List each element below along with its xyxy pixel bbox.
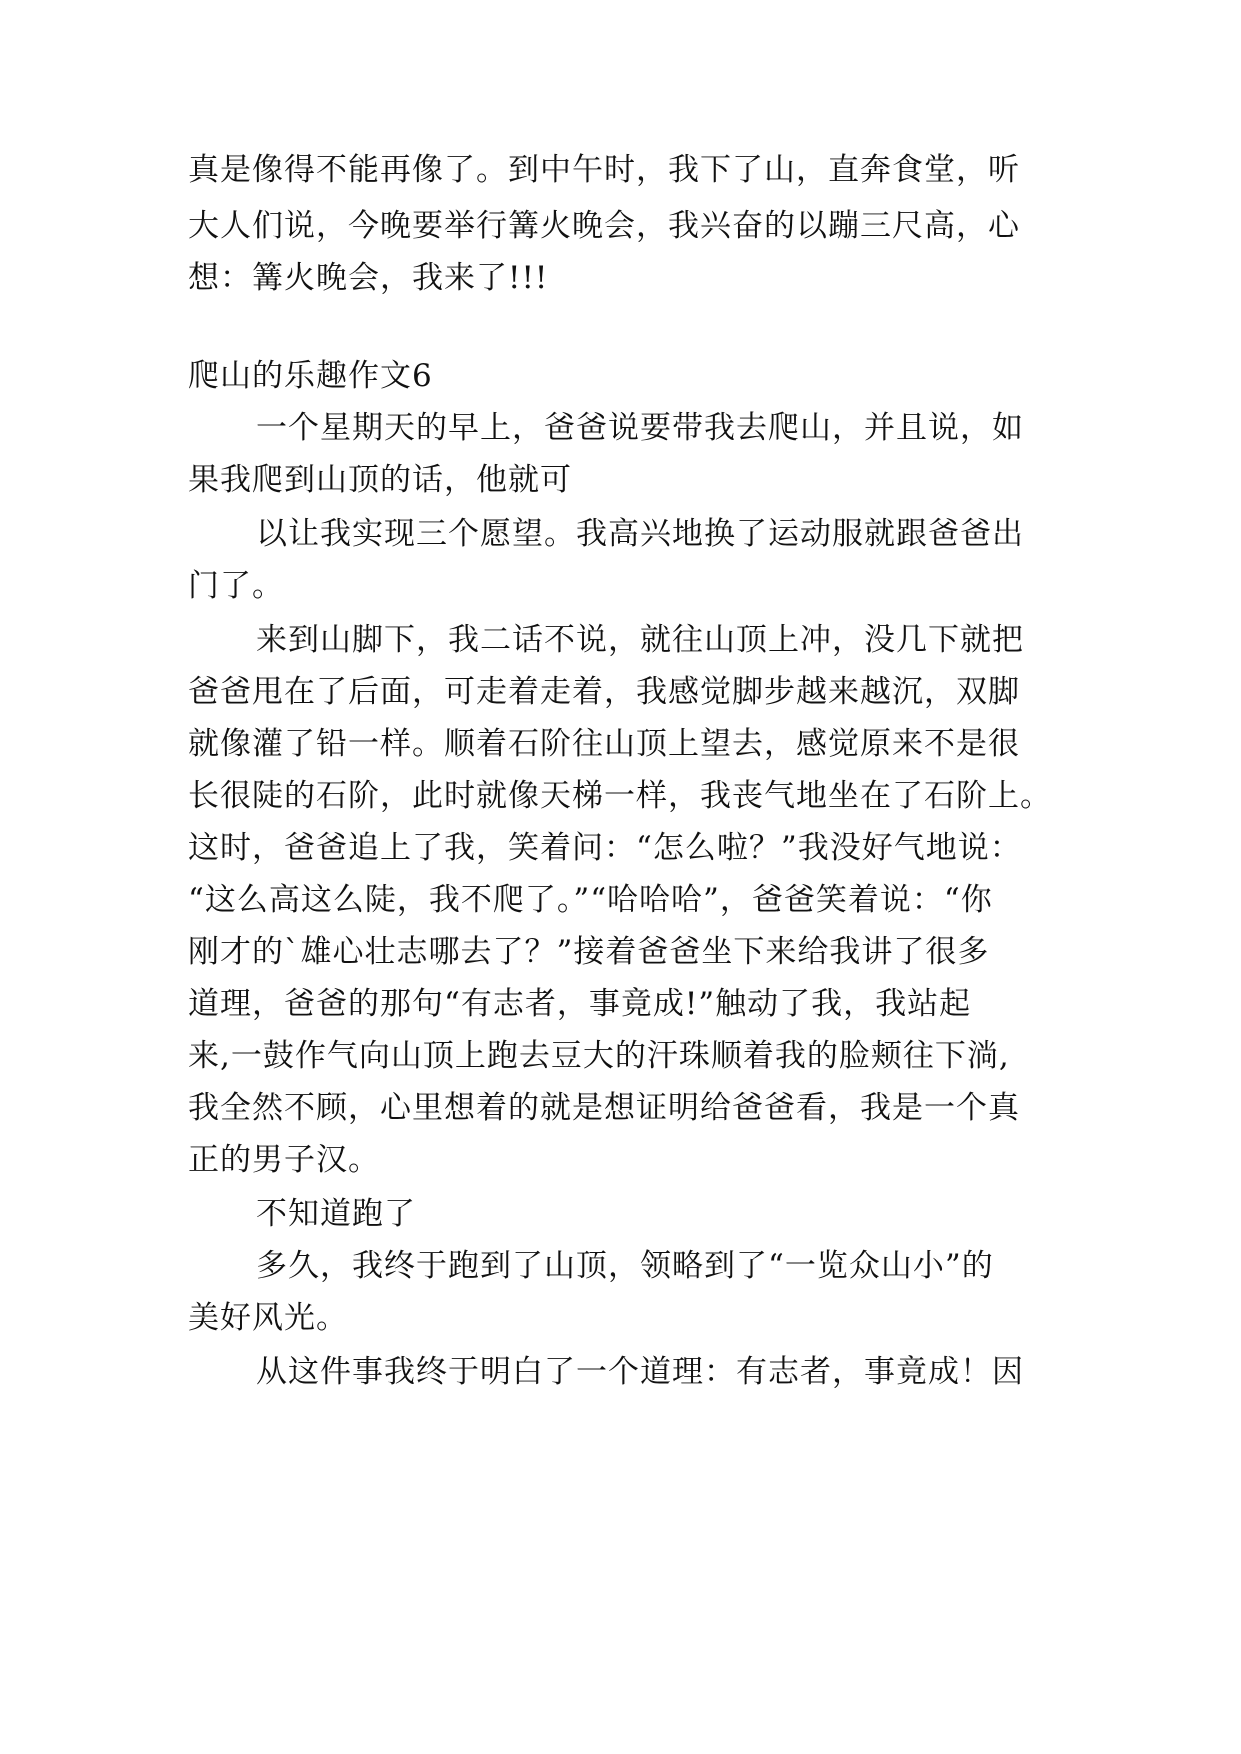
text-line: 大人们说，今晚要举行篝火晚会，我兴奋的以蹦三尺高，心 xyxy=(188,208,1020,244)
text-line: 刚才的`雄心壮志哪去了？”接着爸爸坐下来给我讲了很多 xyxy=(188,934,990,970)
text-line: 以让我实现三个愿望。我高兴地换了运动服就跟爸爸出 xyxy=(256,516,1024,552)
text-line: 果我爬到山顶的话，他就可 xyxy=(188,462,572,498)
text-line: 道理，爸爸的那句“有志者，事竟成!”触动了我，我站起 xyxy=(188,986,972,1022)
text-line: 不知道跑了 xyxy=(256,1196,416,1232)
text-line: 我全然不顾，心里想着的就是想证明给爸爸看，我是一个真 xyxy=(188,1090,1020,1126)
text-line: 一个星期天的早上，爸爸说要带我去爬山，并且说，如 xyxy=(256,410,1024,446)
text-line: 长很陡的石阶，此时就像天梯一样，我丧气地坐在了石阶上。 xyxy=(188,778,1052,814)
text-line: 爸爸甩在了后面，可走着走着，我感觉脚步越来越沉，双脚 xyxy=(188,674,1020,710)
text-line: 多久，我终于跑到了山顶，领略到了“一览众山小”的 xyxy=(256,1248,994,1284)
text-line: 真是像得不能再像了。到中午时，我下了山，直奔食堂，听 xyxy=(188,152,1020,188)
text-line: 从这件事我终于明白了一个道理：有志者，事竟成！因 xyxy=(256,1354,1024,1390)
text-line: 门了。 xyxy=(188,568,284,604)
text-line: 就像灌了铅一样。顺着石阶往山顶上望去，感觉原来不是很 xyxy=(188,726,1020,762)
text-line: 正的男子汉。 xyxy=(188,1142,380,1178)
text-line: 来到山脚下，我二话不说，就往山顶上冲，没几下就把 xyxy=(256,622,1024,658)
text-line: 这时，爸爸追上了我，笑着问：“怎么啦？”我没好气地说： xyxy=(188,830,1022,866)
text-line: 美好风光。 xyxy=(188,1300,348,1336)
text-line: 想：篝火晚会，我来了!!! xyxy=(188,260,549,296)
text-line: “这么高这么陡，我不爬了。”“哈哈哈”，爸爸笑着说：“你 xyxy=(188,882,993,918)
section-title: 爬山的乐趣作文6 xyxy=(188,358,433,394)
text-line: 来,一鼓作气向山顶上跑去豆大的汗珠顺着我的脸颊往下淌, xyxy=(188,1038,1010,1074)
